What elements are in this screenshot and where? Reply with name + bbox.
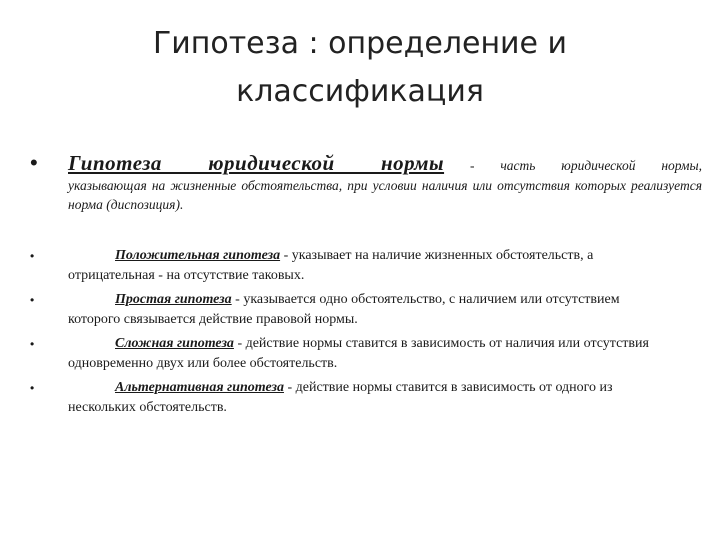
list-item-description: - действие нормы ставится в зависимость от наличия или отсутствия одновременно двух или более обстоятельств. <box>68 336 649 371</box>
list-item-text <box>68 378 670 417</box>
list-item-description: - указывает на наличие жизненных обстоятельств, а отрицательная - на отсутствие таковых. <box>68 248 594 283</box>
bullet-marker: • <box>30 150 38 175</box>
list-item <box>30 246 670 285</box>
list-item <box>30 290 670 329</box>
list-item-term: Простая гипотеза <box>115 292 232 307</box>
list-item-description: - действие нормы ставится в зависимость от одного из нескольких обстоятельств. <box>68 380 613 415</box>
bullet-marker: • <box>30 293 35 307</box>
definition-rest: указывающая на жизненные обстоятельства, при условии наличия или отсутствия которых реализуется норма (диспозиция). <box>68 178 702 212</box>
slide-title: Гипотеза : определение и классификация <box>152 26 568 109</box>
list-item-description: - указывается одно обстоятельство, с наличием или отсутствием которого связывается действие правовой нормы. <box>68 292 620 327</box>
list-item-text <box>68 246 670 285</box>
list-item-term: Положительная гипотеза <box>115 248 281 263</box>
definition-term: Гипотеза юридической нормы <box>68 151 445 175</box>
definition-intro: - часть юридической нормы, <box>444 158 702 173</box>
list-item <box>30 378 670 417</box>
list-item-term: Альтернативная гипотеза <box>115 380 284 395</box>
list-item-text <box>68 334 670 373</box>
bullet-marker: • <box>30 381 35 395</box>
bullet-marker: • <box>30 337 35 351</box>
definition-bullet <box>30 150 702 214</box>
definition-first-line <box>68 150 702 176</box>
list-item <box>30 334 670 373</box>
classification-list <box>30 246 670 422</box>
bullet-marker: • <box>30 249 35 263</box>
list-item-term: Сложная гипотеза <box>115 336 234 351</box>
definition-text <box>68 150 702 214</box>
list-item-text <box>68 290 670 329</box>
